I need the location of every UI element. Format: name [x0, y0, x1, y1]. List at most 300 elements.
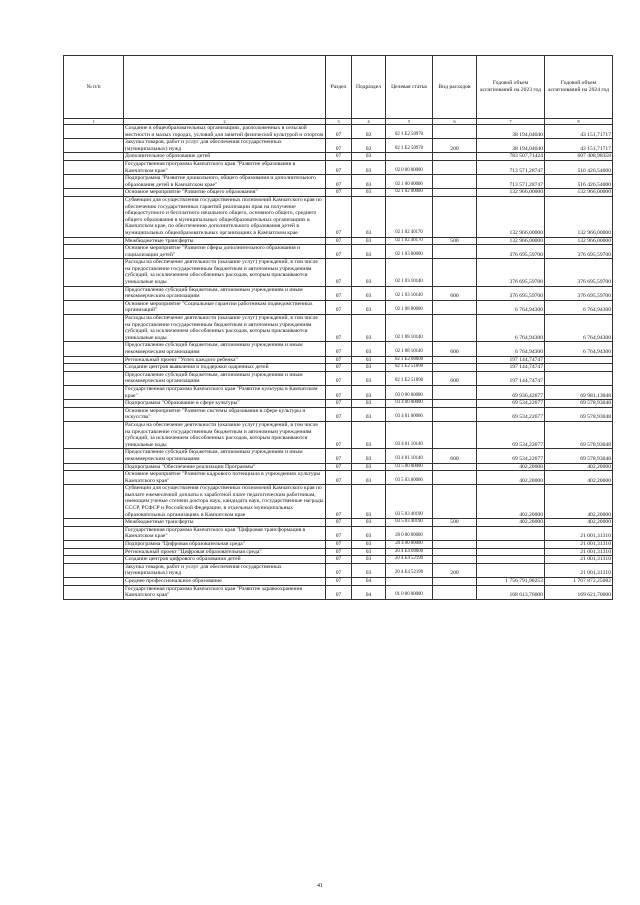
col-target: Целевая статья: [386, 56, 433, 119]
row-target-cell: 02 1 08 00000: [386, 300, 433, 314]
row-podrazdel-cell: 03: [352, 259, 386, 286]
index-cell: 4: [352, 119, 386, 125]
row-2024-cell: 516 426,54000: [545, 175, 613, 189]
table-row: [64, 407, 613, 421]
row-2024-cell: 21 001,31310: [545, 563, 613, 577]
row-number-cell: [64, 485, 124, 519]
index-cell: 6: [433, 119, 477, 125]
table-row: [64, 356, 613, 364]
row-podrazdel-cell: 03: [352, 485, 386, 519]
row-vid-cell: [433, 463, 477, 471]
table-row: [64, 364, 613, 372]
table-row: [64, 578, 613, 586]
row-name-cell: Предоставление субсидий бюджетным, автономным учреждениям и иным некоммерческим организациям: [124, 449, 326, 463]
row-2024-cell: 402,20000: [545, 471, 613, 485]
row-2023-cell: 69 534,22677: [477, 400, 545, 408]
row-vid-cell: [433, 175, 477, 189]
row-razdel-cell: 07: [326, 485, 352, 519]
row-razdel-cell: 07: [326, 471, 352, 485]
row-podrazdel-cell: 03: [352, 519, 386, 527]
row-vid-cell: [433, 356, 477, 364]
row-name-cell: Основное мероприятие "Развитие общего образования": [124, 189, 326, 197]
row-2024-cell: 43 151,71717: [545, 139, 613, 153]
row-number-cell: [64, 245, 124, 259]
row-podrazdel-cell: 03: [352, 407, 386, 421]
row-2024-cell: 402,20000: [545, 463, 613, 471]
row-vid-cell: [433, 471, 477, 485]
col-podrazdel: Подраздел: [352, 56, 386, 119]
row-vid-cell: [433, 400, 477, 408]
table-row: [64, 196, 613, 237]
row-name-cell: Подпрограмма "Цифровая образовательная среда": [124, 541, 326, 549]
table-row: [64, 300, 613, 314]
row-name-cell: Расходы на обеспечение деятельности (оказание услуг) учреждений, в том числе на предоставление государственным бюджетным и автономным учреждениям субсидий, за исключением обособленных расходов, которым присваиваются уникальные коды: [124, 421, 326, 448]
row-name-cell: Предоставление субсидий бюджетным, автономным учреждениям и иным некоммерческим организациям: [124, 286, 326, 300]
row-2024-cell: 376 695,59700: [545, 259, 613, 286]
row-name-cell: Подпрограмма "Образование в сфере культуры": [124, 400, 326, 408]
row-vid-cell: [433, 245, 477, 259]
index-cell: 3: [326, 119, 352, 125]
index-cell: 8: [545, 119, 613, 125]
col-2023: Годовой объем ассигнований на 2023 год: [477, 56, 545, 119]
row-name-cell: Основное мероприятие "Социальные гарантии работникам подведомственных организаций": [124, 300, 326, 314]
row-vid-cell: 200: [433, 139, 477, 153]
row-razdel-cell: 07: [326, 407, 352, 421]
row-vid-cell: [433, 189, 477, 197]
table-row: [64, 139, 613, 153]
row-name-cell: Государственная программа Камчатского края "Развитие культуры в Камчатском крае": [124, 385, 326, 399]
row-podrazdel-cell: 03: [352, 356, 386, 364]
row-2024-cell: 6 764,94300: [545, 315, 613, 342]
table-row: [64, 563, 613, 577]
row-number-cell: [64, 356, 124, 364]
table-row: [64, 189, 613, 197]
row-target-cell: 02 1 E2 00000: [386, 356, 433, 364]
budget-table: [63, 55, 613, 600]
row-podrazdel-cell: 03: [352, 245, 386, 259]
row-podrazdel-cell: 03: [352, 189, 386, 197]
col-2024: Годовой объем ассигнований на 2024 год: [545, 56, 613, 119]
row-number-cell: [64, 342, 124, 356]
table-row: [64, 463, 613, 471]
row-2023-cell: [477, 548, 545, 556]
row-name-cell: Закупка товаров, работ и услуг для обеспечения государственных (муниципальных) нужд: [124, 139, 326, 153]
row-target-cell: 02 0 00 00000: [386, 160, 433, 174]
row-number-cell: [64, 585, 124, 599]
row-razdel-cell: 07: [326, 342, 352, 356]
row-2023-cell: 132 966,00000: [477, 189, 545, 197]
row-2024-cell: 1 767 872,25082: [545, 578, 613, 586]
row-vid-cell: [433, 556, 477, 564]
row-2023-cell: 376 695,59700: [477, 259, 545, 286]
table-row: [64, 421, 613, 448]
table-row: [64, 342, 613, 356]
row-name-cell: Региональный проект "Цифровая образовательная среда": [124, 548, 326, 556]
row-2024-cell: [545, 364, 613, 372]
row-2024-cell: 132 966,00000: [545, 196, 613, 237]
row-2024-cell: 169 621,70000: [545, 585, 613, 599]
table-row: [64, 519, 613, 527]
row-vid-cell: 500: [433, 519, 477, 527]
row-vid-cell: 600: [433, 342, 477, 356]
row-number-cell: [64, 364, 124, 372]
row-2024-cell: 516 426,54000: [545, 160, 613, 174]
row-2024-cell: 132 966,00000: [545, 189, 613, 197]
row-number-cell: [64, 153, 124, 161]
row-number-cell: [64, 139, 124, 153]
row-number-cell: [64, 400, 124, 408]
row-number-cell: [64, 541, 124, 549]
row-name-cell: Предоставление субсидий бюджетным, автономным учреждениям и иным некоммерческим организациям: [124, 371, 326, 385]
row-podrazdel-cell: 03: [352, 153, 386, 161]
row-2023-cell: 69 936,42677: [477, 385, 545, 399]
row-2023-cell: 376 695,59700: [477, 245, 545, 259]
col-number: № п/п: [64, 56, 124, 119]
row-podrazdel-cell: 03: [352, 541, 386, 549]
table-row: [64, 160, 613, 174]
row-2024-cell: [545, 371, 613, 385]
row-vid-cell: [433, 385, 477, 399]
table-row: [64, 371, 613, 385]
row-name-cell: Региональный проект "Успех каждого ребенка": [124, 356, 326, 364]
table-row: [64, 259, 613, 286]
row-2024-cell: [545, 356, 613, 364]
row-target-cell: 20 0 00 00000: [386, 526, 433, 540]
row-name-cell: Среднее профессиональное образование: [124, 578, 326, 586]
row-vid-cell: [433, 153, 477, 161]
row-vid-cell: [433, 578, 477, 586]
row-razdel-cell: 07: [326, 175, 352, 189]
row-number-cell: [64, 189, 124, 197]
row-podrazdel-cell: 03: [352, 526, 386, 540]
row-vid-cell: 600: [433, 371, 477, 385]
table-row: [64, 400, 613, 408]
row-razdel-cell: 07: [326, 585, 352, 599]
index-cell: 5: [386, 119, 433, 125]
row-razdel-cell: 07: [326, 196, 352, 237]
row-2023-cell: [477, 556, 545, 564]
row-number-cell: [64, 526, 124, 540]
row-name-cell: Дополнительное образование детей: [124, 153, 326, 161]
row-vid-cell: [433, 526, 477, 540]
row-podrazdel-cell: 03: [352, 563, 386, 577]
row-name-cell: Межбюджетные трансферты: [124, 519, 326, 527]
row-2024-cell: 402,20000: [545, 485, 613, 519]
row-2024-cell: 6 764,94300: [545, 300, 613, 314]
row-name-cell: Основное мероприятие "Развитие системы образования в сфере культуры и искусства": [124, 407, 326, 421]
row-razdel-cell: 07: [326, 315, 352, 342]
row-2023-cell: [477, 526, 545, 540]
row-razdel-cell: 07: [326, 541, 352, 549]
row-target-cell: 03 4 00 00000: [386, 400, 433, 408]
row-2024-cell: 402,20000: [545, 519, 613, 527]
row-name-cell: Подпрограмма "Обеспечение реализации Программы": [124, 463, 326, 471]
row-razdel-cell: 07: [326, 421, 352, 448]
row-vid-cell: 500: [433, 237, 477, 245]
row-podrazdel-cell: 03: [352, 471, 386, 485]
row-vid-cell: 200: [433, 563, 477, 577]
row-razdel-cell: 07: [326, 139, 352, 153]
row-name-cell: Закупка товаров, работ и услуг для обеспечения государственных (муниципальных) нужд: [124, 563, 326, 577]
row-number-cell: [64, 385, 124, 399]
row-razdel-cell: 07: [326, 563, 352, 577]
row-number-cell: [64, 463, 124, 471]
row-2024-cell: 69 578,93048: [545, 449, 613, 463]
row-number-cell: [64, 556, 124, 564]
table-row: [64, 541, 613, 549]
row-podrazdel-cell: 02: [352, 125, 386, 139]
row-vid-cell: [433, 160, 477, 174]
table-row: [64, 485, 613, 519]
table-row: [64, 237, 613, 245]
row-vid-cell: [433, 541, 477, 549]
row-2024-cell: 69 981,13048: [545, 385, 613, 399]
row-2023-cell: 69 534,22677: [477, 407, 545, 421]
page-number: 41: [317, 883, 323, 889]
row-name-cell: Подпрограмма "Развитие дошкольного, общего образования и дополнительного образования детей в Камчатском крае": [124, 175, 326, 189]
row-2023-cell: 6 764,94300: [477, 342, 545, 356]
row-podrazdel-cell: 04: [352, 585, 386, 599]
row-2023-cell: [477, 563, 545, 577]
row-name-cell: Создание центров цифрового образования детей: [124, 556, 326, 564]
row-2023-cell: 168 613,76000: [477, 585, 545, 599]
row-podrazdel-cell: 03: [352, 556, 386, 564]
row-name-cell: Предоставление субсидий бюджетным, автономным учреждениям и иным некоммерческим организациям: [124, 342, 326, 356]
row-name-cell: Государственная программа Камчатского края "Цифровая трансформация в Камчатском крае": [124, 526, 326, 540]
table-row: [64, 471, 613, 485]
row-name-cell: Государственная программа Камчатского края "Развитие образования в Камчатском крае": [124, 160, 326, 174]
table-row: [64, 175, 613, 189]
row-podrazdel-cell: 02: [352, 139, 386, 153]
index-cell: 1: [64, 119, 124, 125]
row-target-cell: 03 4 01 10140: [386, 421, 433, 448]
row-2023-cell: [477, 541, 545, 549]
row-razdel-cell: 07: [326, 578, 352, 586]
row-razdel-cell: 07: [326, 449, 352, 463]
row-2024-cell: 43 151,71717: [545, 125, 613, 139]
row-podrazdel-cell: 03: [352, 400, 386, 408]
col-vid: Вид расходов: [433, 56, 477, 119]
row-2023-cell: 197 144,74747: [477, 371, 545, 385]
row-target-cell: 20 4 00 00000: [386, 541, 433, 549]
row-2024-cell: 69 578,93048: [545, 400, 613, 408]
table-row: [64, 526, 613, 540]
row-2023-cell: 376 695,59700: [477, 286, 545, 300]
row-target-cell: 01 0 00 00000: [386, 585, 433, 599]
row-podrazdel-cell: 03: [352, 196, 386, 237]
row-podrazdel-cell: 03: [352, 421, 386, 448]
row-podrazdel-cell: 03: [352, 175, 386, 189]
row-razdel-cell: 07: [326, 153, 352, 161]
row-podrazdel-cell: 03: [352, 286, 386, 300]
row-podrazdel-cell: 03: [352, 237, 386, 245]
row-name-cell: Создание центров выявления и поддержки одаренных детей: [124, 364, 326, 372]
row-razdel-cell: 07: [326, 519, 352, 527]
row-2023-cell: 713 571,28747: [477, 160, 545, 174]
row-2024-cell: 69 578,93048: [545, 407, 613, 421]
row-target-cell: [386, 578, 433, 586]
row-name-cell: Субвенции для осуществления государственных полномочий Камчатского края по выплате ежемесячной доплаты к заработной плате педагогическим работникам, имеющим ученые степени доктора наук, кандидата наук, государственные награды СССР, РСФСР и Российской Федерации, в отдельных муниципальных образовательных организациях в Камчатском крае: [124, 485, 326, 519]
row-2023-cell: 402,20000: [477, 485, 545, 519]
row-target-cell: 03 5 00 00000: [386, 463, 433, 471]
row-podrazdel-cell: 03: [352, 463, 386, 471]
row-number-cell: [64, 160, 124, 174]
table-row: [64, 286, 613, 300]
row-vid-cell: [433, 125, 477, 139]
row-name-cell: Государственная программа Камчатского края "Развитие здравоохранения Камчатского края": [124, 585, 326, 599]
row-2023-cell: 783 507,71424: [477, 153, 545, 161]
row-2023-cell: 132 966,00000: [477, 196, 545, 237]
table-row: [64, 385, 613, 399]
row-number-cell: [64, 421, 124, 448]
row-razdel-cell: 07: [326, 245, 352, 259]
table-row: [64, 245, 613, 259]
row-target-cell: [386, 153, 433, 161]
row-vid-cell: 600: [433, 286, 477, 300]
row-number-cell: [64, 578, 124, 586]
row-target-cell: 03 4 01 10140: [386, 449, 433, 463]
row-2023-cell: 197 144,74747: [477, 356, 545, 364]
row-2024-cell: 6 764,94300: [545, 342, 613, 356]
col-razdel: Раздел: [326, 56, 352, 119]
row-razdel-cell: 07: [326, 400, 352, 408]
row-name-cell: Межбюджетные трансферты: [124, 237, 326, 245]
col-name: [124, 56, 326, 119]
row-2023-cell: 402,20000: [477, 519, 545, 527]
table-row: [64, 556, 613, 564]
row-vid-cell: [433, 259, 477, 286]
index-cell: 7: [477, 119, 545, 125]
row-2023-cell: 38 194,04040: [477, 139, 545, 153]
row-number-cell: [64, 563, 124, 577]
row-2024-cell: 69 578,93048: [545, 421, 613, 448]
row-target-cell: 03 0 00 00000: [386, 385, 433, 399]
row-2024-cell: 21 001,31310: [545, 548, 613, 556]
row-podrazdel-cell: 03: [352, 371, 386, 385]
table-row: [64, 585, 613, 599]
row-podrazdel-cell: 03: [352, 160, 386, 174]
row-2023-cell: 402,20000: [477, 471, 545, 485]
row-2024-cell: 132 966,00000: [545, 237, 613, 245]
row-target-cell: 03 5 03 40190: [386, 485, 433, 519]
row-2023-cell: 38 194,04040: [477, 125, 545, 139]
row-number-cell: [64, 196, 124, 237]
row-vid-cell: [433, 485, 477, 519]
row-target-cell: 02 1 E2 50970: [386, 125, 433, 139]
row-target-cell: 20 4 E4 00000: [386, 548, 433, 556]
row-razdel-cell: 07: [326, 237, 352, 245]
row-number-cell: [64, 371, 124, 385]
row-razdel-cell: 07: [326, 125, 352, 139]
table-row: [64, 153, 613, 161]
row-2024-cell: 376 695,59700: [545, 245, 613, 259]
row-podrazdel-cell: 03: [352, 449, 386, 463]
row-number-cell: [64, 519, 124, 527]
row-target-cell: 02 1 E2 50970: [386, 139, 433, 153]
row-razdel-cell: 07: [326, 189, 352, 197]
row-name-cell: Расходы на обеспечение деятельности (оказание услуг) учреждений, в том числе на предоставление государственным бюджетным и автономным учреждениям субсидий, за исключением обособленных расходов, которым присваиваются уникальные коды: [124, 315, 326, 342]
row-number-cell: [64, 237, 124, 245]
row-target-cell: 02 1 02 40170: [386, 196, 433, 237]
row-razdel-cell: 07: [326, 556, 352, 564]
index-cell: 2: [124, 119, 326, 125]
row-2023-cell: 713 571,28747: [477, 175, 545, 189]
row-vid-cell: 600: [433, 449, 477, 463]
row-vid-cell: [433, 364, 477, 372]
row-name-cell: Создание в общеобразовательных организациях, расположенных в сельской местности и малых городах, условий для занятий физической культурой и спортом: [124, 125, 326, 139]
row-razdel-cell: 07: [326, 526, 352, 540]
row-name-cell: Основное мероприятие "Развитие кадрового потенциала в учреждениях культуры Камчатского края": [124, 471, 326, 485]
row-razdel-cell: 07: [326, 356, 352, 364]
row-2023-cell: 132 966,00000: [477, 237, 545, 245]
row-number-cell: [64, 300, 124, 314]
row-vid-cell: [433, 300, 477, 314]
row-razdel-cell: 07: [326, 385, 352, 399]
row-2024-cell: 607 408,98358: [545, 153, 613, 161]
row-number-cell: [64, 548, 124, 556]
table-body: [64, 125, 613, 600]
row-2024-cell: 376 695,59700: [545, 286, 613, 300]
row-name-cell: Расходы на обеспечение деятельности (оказание услуг) учреждений, в том числе на предоставление государственным бюджетным и автономным учреждениям субсидий, за исключением обособленных расходов, которым присваиваются уникальные коды: [124, 259, 326, 286]
row-podrazdel-cell: 03: [352, 342, 386, 356]
row-2024-cell: 21 001,31310: [545, 556, 613, 564]
row-2023-cell: 6 764,94300: [477, 315, 545, 342]
row-podrazdel-cell: 03: [352, 548, 386, 556]
row-target-cell: 02 1 03 00000: [386, 245, 433, 259]
row-vid-cell: [433, 585, 477, 599]
row-number-cell: [64, 286, 124, 300]
table-row: [64, 315, 613, 342]
row-number-cell: [64, 175, 124, 189]
row-target-cell: 03 4 01 00000: [386, 407, 433, 421]
row-podrazdel-cell: 03: [352, 300, 386, 314]
row-target-cell: 02 1 E2 51890: [386, 364, 433, 372]
row-target-cell: 02 1 03 10140: [386, 259, 433, 286]
row-podrazdel-cell: 04: [352, 578, 386, 586]
row-number-cell: [64, 407, 124, 421]
row-razdel-cell: 07: [326, 286, 352, 300]
row-target-cell: 02 1 08 10140: [386, 342, 433, 356]
row-target-cell: 02 1 02 00000: [386, 189, 433, 197]
table-row: [64, 125, 613, 139]
row-razdel-cell: 07: [326, 364, 352, 372]
row-2024-cell: 21 001,31310: [545, 526, 613, 540]
row-razdel-cell: 07: [326, 371, 352, 385]
row-vid-cell: [433, 196, 477, 237]
row-2023-cell: 402,20000: [477, 463, 545, 471]
row-target-cell: 02 1 08 10140: [386, 315, 433, 342]
row-vid-cell: [433, 548, 477, 556]
row-target-cell: 02 1 02 40170: [386, 237, 433, 245]
row-2023-cell: 197 144,74747: [477, 364, 545, 372]
row-podrazdel-cell: 03: [352, 315, 386, 342]
row-razdel-cell: 07: [326, 300, 352, 314]
table-row: [64, 548, 613, 556]
row-target-cell: 03 5 03 40190: [386, 519, 433, 527]
row-2023-cell: 6 764,94300: [477, 300, 545, 314]
row-2023-cell: 1 756 791,90253: [477, 578, 545, 586]
row-number-cell: [64, 471, 124, 485]
row-razdel-cell: 07: [326, 160, 352, 174]
budget-table-sheet: [63, 55, 612, 600]
row-razdel-cell: 07: [326, 259, 352, 286]
row-2024-cell: 21 001,31310: [545, 541, 613, 549]
row-razdel-cell: 07: [326, 548, 352, 556]
row-2023-cell: 69 534,22677: [477, 449, 545, 463]
table-header: [64, 56, 613, 125]
row-vid-cell: [433, 315, 477, 342]
row-vid-cell: [433, 421, 477, 448]
